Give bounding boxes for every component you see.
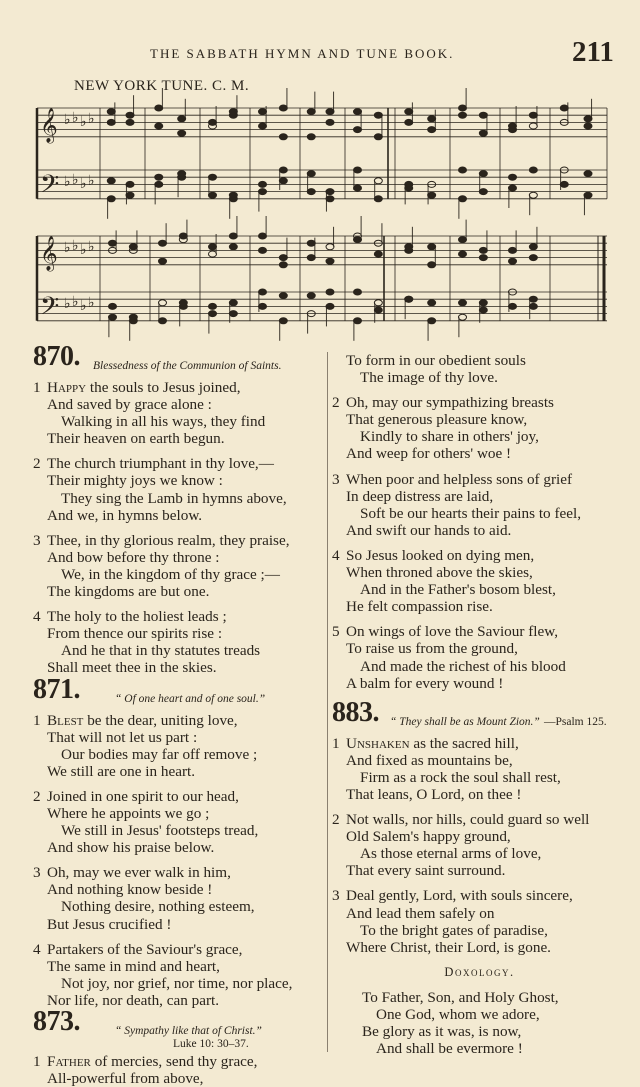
clef-icon: 𝄢 bbox=[40, 170, 60, 205]
note-head bbox=[428, 244, 436, 250]
stanza-gap bbox=[33, 856, 323, 864]
doxology-line: One God, whom we adore, bbox=[376, 1006, 540, 1023]
verse-number: 2 bbox=[332, 394, 340, 412]
note-head bbox=[129, 244, 137, 250]
note-head bbox=[405, 296, 413, 302]
verse-line: Firm as a rock the soul shall rest, bbox=[360, 768, 561, 786]
note-head bbox=[428, 116, 436, 122]
note-head bbox=[479, 112, 487, 118]
note-head bbox=[107, 196, 115, 202]
note-head bbox=[159, 258, 167, 264]
verse-text: The church triumphant in thy love,— bbox=[47, 455, 274, 473]
note-head bbox=[374, 134, 382, 140]
note-head bbox=[459, 251, 467, 257]
verse-text: be the dear, uniting love, bbox=[83, 711, 238, 729]
note-head bbox=[374, 112, 382, 118]
verse-line: We, in the kingdom of thy grace ;— bbox=[61, 565, 280, 583]
note-head bbox=[479, 255, 487, 261]
verse-text: So Jesus looked on dying men, bbox=[346, 546, 535, 564]
note-head bbox=[529, 167, 537, 173]
verse-line bbox=[33, 379, 323, 396]
note-head bbox=[479, 171, 487, 177]
note-head bbox=[584, 116, 592, 122]
note-head bbox=[109, 240, 117, 246]
doxology-line: And shall be evermore ! bbox=[376, 1040, 523, 1058]
hymn-reference: —Psalm 125. bbox=[544, 715, 607, 728]
note-head bbox=[509, 258, 517, 264]
note-head bbox=[584, 192, 592, 198]
stanza-gap bbox=[33, 447, 323, 455]
note-head bbox=[374, 307, 382, 313]
verse-line: To raise us from the ground, bbox=[346, 640, 518, 658]
verse-line bbox=[33, 788, 323, 805]
note-head bbox=[307, 109, 315, 115]
note-head bbox=[509, 127, 517, 133]
flat-icon: ♭ bbox=[72, 238, 79, 254]
verse-line: Shall meet thee in the skies. bbox=[47, 659, 217, 677]
verse-text: Partakers of the Saviour's grace, bbox=[47, 940, 243, 958]
note-head bbox=[279, 105, 287, 111]
running-title: THE SABBATH HYMN AND TUNE BOOK. bbox=[150, 46, 455, 61]
note-head bbox=[479, 189, 487, 195]
verse-line: He felt compassion rise. bbox=[346, 598, 493, 616]
verse-line bbox=[332, 811, 627, 828]
note-head bbox=[229, 311, 237, 317]
note-head bbox=[129, 314, 137, 320]
note-head bbox=[354, 109, 362, 115]
verse-line: Where he appoints we go ; bbox=[47, 804, 210, 822]
verse-line: Walking in all his ways, they find bbox=[61, 413, 266, 431]
note-head bbox=[479, 130, 487, 136]
note-head bbox=[509, 303, 517, 309]
hymn-number: 871. bbox=[33, 673, 80, 705]
note-head bbox=[307, 189, 315, 195]
note-head bbox=[374, 300, 382, 306]
verse-line bbox=[33, 532, 323, 549]
note-head bbox=[354, 167, 362, 173]
verse-number: 1 bbox=[33, 379, 41, 396]
note-head bbox=[374, 196, 382, 202]
note-head bbox=[259, 181, 267, 187]
note-head bbox=[179, 300, 187, 306]
music-score bbox=[0, 0, 640, 345]
verse-number: 2 bbox=[33, 455, 41, 473]
verse-line: That generous pleasure know, bbox=[346, 411, 528, 429]
note-head bbox=[107, 178, 115, 184]
note-head bbox=[459, 112, 467, 118]
verse-number: 3 bbox=[33, 864, 41, 882]
verse-line: In deep distress are laid, bbox=[346, 487, 494, 505]
note-head bbox=[109, 303, 117, 309]
lead-word: Happy bbox=[47, 379, 87, 396]
verse-line: And we, in hymns below. bbox=[47, 506, 203, 524]
right-column bbox=[332, 352, 627, 1057]
verse-line: Old Salem's happy ground, bbox=[346, 828, 511, 846]
verse-text: of mercies, send thy grace, bbox=[90, 1053, 258, 1070]
note-head bbox=[459, 314, 467, 320]
note-head bbox=[155, 181, 163, 187]
tune-title: NEW YORK TUNE. C. M. bbox=[74, 78, 250, 94]
note-head bbox=[326, 196, 334, 202]
note-head bbox=[428, 300, 436, 306]
verse-text: Thee, in thy glorious realm, they praise, bbox=[47, 531, 290, 549]
note-head bbox=[178, 116, 186, 122]
note-head bbox=[209, 192, 217, 198]
note-head bbox=[509, 247, 517, 253]
verse-number: 3 bbox=[332, 470, 340, 488]
note-head bbox=[584, 171, 592, 177]
note-head bbox=[178, 171, 186, 177]
note-head bbox=[459, 196, 467, 202]
note-head bbox=[307, 293, 315, 299]
verse-line bbox=[332, 471, 627, 488]
note-head bbox=[459, 237, 467, 243]
note-head bbox=[326, 244, 334, 250]
note-head bbox=[279, 134, 287, 140]
verse-line: And nothing know beside ! bbox=[47, 881, 213, 899]
page-number: 211 bbox=[572, 36, 614, 68]
verse-text: When poor and helpless sons of grief bbox=[346, 470, 573, 488]
note-head bbox=[326, 109, 334, 115]
verse-line: Kindly to share in others' joy, bbox=[360, 428, 539, 446]
flat-icon: ♭ bbox=[88, 295, 95, 311]
note-head bbox=[509, 174, 517, 180]
verse-line: To form in our obedient souls bbox=[346, 352, 526, 369]
verse-line: All-powerful from above, bbox=[47, 1070, 204, 1087]
note-head bbox=[209, 251, 217, 257]
note-head bbox=[374, 178, 382, 184]
doxology-line: Be glory as it was, is now, bbox=[362, 1023, 522, 1041]
verse-text: Oh, may our sympathizing breasts bbox=[346, 394, 554, 412]
stanza-gap bbox=[332, 539, 627, 547]
verse-line: They sing the Lamb in hymns above, bbox=[61, 489, 287, 507]
note-head bbox=[529, 255, 537, 261]
note-head bbox=[307, 240, 315, 246]
verse-line bbox=[33, 941, 323, 958]
hymn-subtitle: “ Sympathy like that of Christ.” bbox=[115, 1025, 262, 1037]
verse-line: Their mighty joys we know : bbox=[47, 472, 223, 490]
note-head bbox=[209, 119, 217, 125]
verse-line bbox=[33, 455, 323, 472]
doxology-line: To Father, Son, and Holy Ghost, bbox=[362, 988, 559, 1006]
note-head bbox=[259, 247, 267, 253]
flat-icon: ♭ bbox=[72, 294, 79, 310]
verse-text: The holy to the holiest leads ; bbox=[47, 608, 227, 626]
verse-text: Deal gently, Lord, with souls sincere, bbox=[346, 887, 573, 905]
note-head bbox=[155, 105, 163, 111]
hymn-heading bbox=[33, 673, 323, 712]
verse-line: But Jesus crucified ! bbox=[47, 915, 172, 933]
verse-text: as the sacred hill, bbox=[409, 734, 519, 752]
note-head bbox=[209, 244, 217, 250]
verse-line bbox=[332, 887, 627, 904]
verse-line bbox=[332, 623, 627, 640]
verse-text: the souls to Jesus joined, bbox=[86, 379, 241, 396]
hymn-heading bbox=[332, 696, 627, 735]
verse-line: And in the Father's bosom blest, bbox=[360, 581, 556, 599]
note-head bbox=[354, 318, 362, 324]
verse-line: Their heaven on earth begun. bbox=[47, 430, 225, 448]
note-head bbox=[229, 109, 237, 115]
note-head bbox=[307, 171, 315, 177]
verse-line: And made the richest of his blood bbox=[360, 657, 566, 675]
verse-line: Where Christ, their Lord, is gone. bbox=[346, 938, 551, 956]
note-head bbox=[560, 105, 568, 111]
note-head bbox=[529, 303, 537, 309]
verse-number: 2 bbox=[332, 811, 340, 829]
note-head bbox=[405, 185, 413, 191]
verse-line: And lead them safely on bbox=[346, 904, 495, 922]
verse-number: 1 bbox=[332, 734, 340, 752]
stanza-gap bbox=[332, 386, 627, 394]
verse-line bbox=[332, 547, 627, 564]
verse-line: Nor life, nor death, can part. bbox=[47, 991, 220, 1009]
verse-line: As those eternal arms of love, bbox=[360, 845, 542, 863]
flat-icon: ♭ bbox=[64, 174, 71, 190]
note-head bbox=[459, 167, 467, 173]
note-head bbox=[479, 247, 487, 253]
verse-line: To the bright gates of paradise, bbox=[360, 921, 548, 939]
note-head bbox=[279, 262, 287, 268]
note-head bbox=[126, 119, 134, 125]
verse-number: 4 bbox=[33, 940, 41, 958]
hymn-number: 883. bbox=[332, 696, 379, 728]
verse-line: A balm for every wound ! bbox=[346, 674, 504, 692]
verse-line bbox=[33, 1053, 323, 1070]
note-head bbox=[178, 130, 186, 136]
hymn-heading bbox=[33, 341, 323, 379]
flat-icon: ♭ bbox=[80, 298, 87, 314]
verse-line bbox=[33, 712, 323, 729]
note-head bbox=[159, 318, 167, 324]
stanza-gap bbox=[332, 463, 627, 471]
note-head bbox=[229, 233, 237, 239]
note-head bbox=[209, 174, 217, 180]
note-head bbox=[107, 119, 115, 125]
verse-line: And he that in thy statutes treads bbox=[61, 642, 261, 660]
note-head bbox=[229, 300, 237, 306]
flat-icon: ♭ bbox=[72, 172, 79, 188]
verse-line: The image of thy love. bbox=[360, 369, 498, 387]
verse-line: Our bodies may far off remove ; bbox=[61, 745, 258, 763]
note-head bbox=[326, 119, 334, 125]
note-head bbox=[459, 105, 467, 111]
verse-line: When throned above the skies, bbox=[346, 564, 533, 582]
note-head bbox=[229, 192, 237, 198]
flat-icon: ♭ bbox=[88, 173, 95, 189]
verse-number: 5 bbox=[332, 623, 340, 641]
note-head bbox=[259, 233, 267, 239]
note-head bbox=[428, 127, 436, 133]
hymn-subtitle: “ Of one heart and of one soul.” bbox=[115, 692, 266, 705]
hymn-subtitle: “ They shall be as Mount Zion.” bbox=[390, 715, 540, 728]
stanza-gap bbox=[33, 780, 323, 788]
flat-icon: ♭ bbox=[64, 296, 71, 312]
lead-word: Father bbox=[47, 1053, 91, 1070]
note-head bbox=[405, 109, 413, 115]
left-column bbox=[33, 341, 323, 1087]
verse-line: That will not let us part : bbox=[47, 728, 198, 746]
stanza-gap bbox=[332, 879, 627, 887]
verse-line: And weep for others' woe ! bbox=[346, 445, 512, 463]
note-head bbox=[155, 174, 163, 180]
verse-line: Nothing desire, nothing esteem, bbox=[61, 898, 255, 916]
clef-icon: 𝄢 bbox=[40, 292, 60, 327]
note-head bbox=[326, 303, 334, 309]
note-head bbox=[509, 185, 517, 191]
note-head bbox=[109, 314, 117, 320]
flat-icon: ♭ bbox=[64, 240, 71, 256]
hymn-number: 870. bbox=[33, 341, 80, 372]
note-head bbox=[209, 311, 217, 317]
note-head bbox=[428, 262, 436, 268]
note-head bbox=[374, 251, 382, 257]
note-head bbox=[405, 247, 413, 253]
note-head bbox=[259, 189, 267, 195]
note-head bbox=[354, 289, 362, 295]
lead-word: Unshaken bbox=[346, 734, 410, 752]
note-head bbox=[279, 255, 287, 261]
flat-icon: ♭ bbox=[88, 111, 95, 127]
stanza-gap bbox=[33, 600, 323, 608]
note-head bbox=[259, 289, 267, 295]
flat-icon: ♭ bbox=[72, 110, 79, 126]
note-head bbox=[259, 303, 267, 309]
flat-icon: ♭ bbox=[64, 112, 71, 128]
verse-line: The kingdoms are but one. bbox=[47, 583, 210, 601]
note-head bbox=[479, 300, 487, 306]
verse-line bbox=[332, 394, 627, 411]
verse-line: And saved by grace alone : bbox=[47, 396, 212, 414]
verse-line: The same in mind and heart, bbox=[47, 957, 220, 975]
verse-line: We still are one in heart. bbox=[47, 762, 196, 780]
note-head bbox=[279, 178, 287, 184]
note-head bbox=[529, 296, 537, 302]
verse-text: On wings of love the Saviour flew, bbox=[346, 623, 559, 641]
note-head bbox=[307, 255, 315, 261]
hymn-subtitle: Blessedness of the Communion of Saints. bbox=[93, 360, 282, 372]
verse-line: And fixed as mountains be, bbox=[346, 751, 513, 769]
verse-line: From thence our spirits rise : bbox=[47, 625, 223, 643]
note-head bbox=[259, 123, 267, 129]
verse-line: Not joy, nor grief, nor time, nor place, bbox=[61, 974, 293, 992]
note-head bbox=[126, 192, 134, 198]
verse-line: And bow before thy throne : bbox=[47, 548, 220, 566]
verse-line bbox=[33, 864, 323, 881]
note-head bbox=[279, 293, 287, 299]
flat-icon: ♭ bbox=[80, 242, 87, 258]
hymn-reference: Luke 10: 30–37. bbox=[173, 1038, 249, 1050]
note-head bbox=[326, 189, 334, 195]
note-head bbox=[529, 192, 537, 198]
note-head bbox=[459, 300, 467, 306]
stanza-gap bbox=[332, 615, 627, 623]
note-head bbox=[229, 244, 237, 250]
verse-line: That leans, O Lord, on thee ! bbox=[346, 785, 522, 803]
note-head bbox=[354, 185, 362, 191]
note-head bbox=[179, 233, 187, 239]
column-divider bbox=[327, 352, 328, 1052]
note-head bbox=[326, 258, 334, 264]
stanza-gap bbox=[33, 524, 323, 532]
hymn-number: 873. bbox=[33, 1006, 80, 1037]
note-head bbox=[529, 244, 537, 250]
flat-icon: ♭ bbox=[88, 239, 95, 255]
note-head bbox=[405, 119, 413, 125]
verse-line: And swift our hands to aid. bbox=[346, 521, 512, 539]
note-head bbox=[209, 303, 217, 309]
note-head bbox=[259, 109, 267, 115]
verse-number: 1 bbox=[33, 711, 41, 729]
verse-line: And show his praise below. bbox=[47, 839, 215, 857]
flat-icon: ♭ bbox=[80, 176, 87, 192]
note-head bbox=[159, 300, 167, 306]
verse-line: Soft be our hearts their pains to feel, bbox=[360, 504, 581, 522]
verse-number: 2 bbox=[33, 787, 41, 805]
verse-text: Joined in one spirit to our head, bbox=[47, 787, 239, 805]
note-head bbox=[479, 307, 487, 313]
verse-number: 4 bbox=[33, 608, 41, 626]
hymn-heading bbox=[33, 1006, 323, 1053]
doxology-title: Doxology. bbox=[444, 964, 515, 979]
note-head bbox=[155, 123, 163, 129]
verse-text: Oh, may we ever walk in him, bbox=[47, 864, 231, 882]
note-head bbox=[560, 181, 568, 187]
clef-icon: 𝄞 bbox=[40, 236, 58, 271]
note-head bbox=[107, 109, 115, 115]
verse-line: We still in Jesus' footsteps tread, bbox=[61, 822, 259, 840]
note-head bbox=[326, 289, 334, 295]
clef-icon: 𝄞 bbox=[40, 108, 58, 143]
lead-word: Blest bbox=[47, 711, 84, 729]
verse-text: Not walls, nor hills, could guard so well bbox=[346, 811, 590, 829]
verse-line bbox=[332, 735, 627, 752]
note-head bbox=[529, 112, 537, 118]
verse-number: 3 bbox=[332, 887, 340, 905]
note-head bbox=[126, 181, 134, 187]
stanza-gap bbox=[33, 933, 323, 941]
verse-number: 1 bbox=[33, 1053, 41, 1070]
note-head bbox=[159, 240, 167, 246]
verse-number: 4 bbox=[332, 546, 340, 564]
note-head bbox=[584, 123, 592, 129]
note-head bbox=[354, 237, 362, 243]
note-head bbox=[126, 112, 134, 118]
verse-number: 3 bbox=[33, 531, 41, 549]
verse-line: That every saint surround. bbox=[346, 862, 506, 880]
verse-line bbox=[33, 608, 323, 625]
note-head bbox=[428, 318, 436, 324]
note-head bbox=[307, 134, 315, 140]
note-head bbox=[279, 318, 287, 324]
stanza-gap bbox=[332, 803, 627, 811]
note-head bbox=[354, 127, 362, 133]
note-head bbox=[428, 192, 436, 198]
flat-icon: ♭ bbox=[80, 114, 87, 130]
note-head bbox=[279, 167, 287, 173]
note-head bbox=[529, 123, 537, 129]
